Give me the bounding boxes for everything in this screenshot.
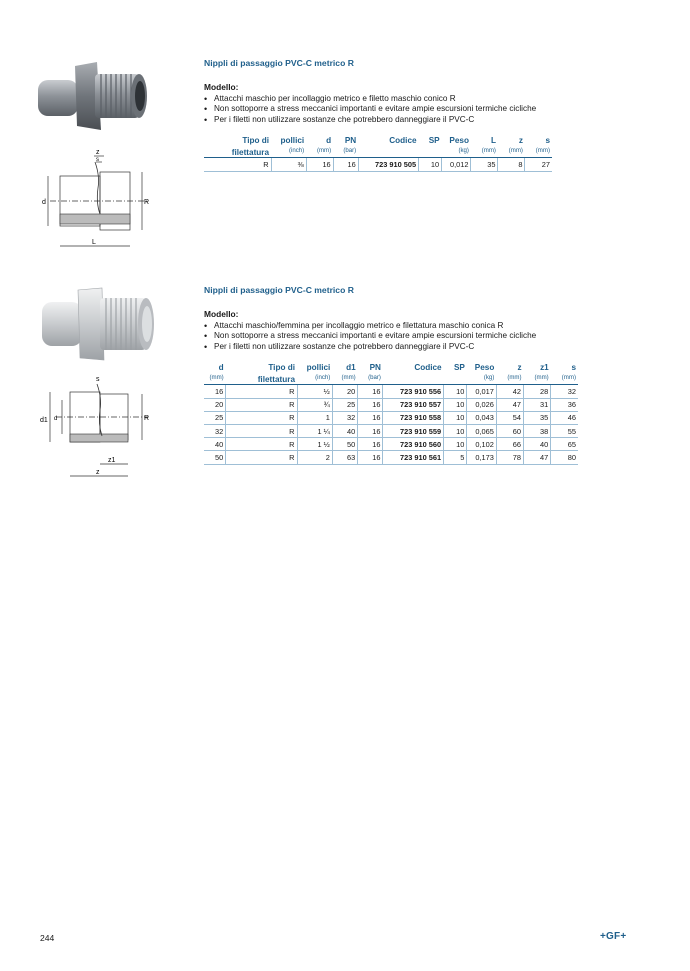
section-1 bbox=[204, 58, 614, 172]
th-z: z bbox=[518, 136, 523, 146]
cell: 66 bbox=[496, 438, 523, 451]
technical-drawing-1 bbox=[38, 148, 158, 254]
cell: 0,102 bbox=[467, 438, 496, 451]
drawing2-label-s: s bbox=[96, 376, 100, 383]
unit: (mm) bbox=[471, 145, 498, 158]
cell: 10 bbox=[419, 158, 442, 171]
cell: 0,043 bbox=[467, 411, 496, 424]
cell: 0,026 bbox=[467, 398, 496, 411]
cell: R bbox=[204, 158, 271, 171]
th-pn: PN bbox=[369, 363, 381, 373]
unit bbox=[358, 145, 418, 158]
cell: 28 bbox=[524, 385, 551, 398]
table-row bbox=[204, 411, 578, 424]
drawing1-label-z: z bbox=[96, 149, 100, 156]
cell: 38 bbox=[524, 424, 551, 437]
unit bbox=[383, 372, 444, 385]
cell: ½ bbox=[297, 385, 332, 398]
unit: (mm) bbox=[525, 145, 552, 158]
cell: R bbox=[226, 424, 297, 437]
th-pn: PN bbox=[344, 136, 357, 146]
th-z1: z1 bbox=[540, 363, 549, 373]
cell: 1 ¼ bbox=[297, 424, 332, 437]
feature-item: • Per i filetti non utilizzare sostanze che potrebbero danneggiare il PVC-C bbox=[204, 342, 614, 352]
th-s: s bbox=[545, 136, 550, 146]
product-photo-1 bbox=[35, 52, 155, 142]
cell: R bbox=[226, 438, 297, 451]
cell: 16 bbox=[333, 158, 358, 171]
cell: 0,173 bbox=[467, 451, 496, 464]
product-photo-2 bbox=[38, 280, 158, 368]
table-row bbox=[204, 398, 578, 411]
th-codice: Codice bbox=[414, 363, 442, 373]
cell: 40 bbox=[204, 438, 226, 451]
th-z: z bbox=[517, 363, 522, 373]
cell: 5 bbox=[444, 451, 467, 464]
th-tipo: Tipo di bbox=[268, 363, 296, 373]
th-tipo: Tipo di bbox=[242, 136, 270, 146]
table-row bbox=[204, 438, 578, 451]
cell: 32 bbox=[332, 411, 357, 424]
unit: (mm) bbox=[332, 372, 357, 385]
cell: 16 bbox=[358, 385, 383, 398]
cell: 40 bbox=[332, 424, 357, 437]
cell: 25 bbox=[204, 411, 226, 424]
drawing1-label-s: s bbox=[96, 157, 99, 163]
feature-item: • Non sottoporre a stress meccanici importanti e evitare ampie escursioni termiche cicliche bbox=[204, 331, 614, 341]
cell: 723 910 561 bbox=[383, 451, 444, 464]
feature-item: • Attacchi maschio/femmina per incollaggio metrico e filettatura maschio conica R bbox=[204, 321, 614, 331]
feature-item: • Non sottoporre a stress meccanici importanti e evitare ampie escursioni termiche cicliche bbox=[204, 104, 614, 114]
drawing2-label-d1: d1 bbox=[40, 417, 48, 424]
unit: (mm) bbox=[496, 372, 523, 385]
unit: (mm) bbox=[498, 145, 525, 158]
cell: 1 bbox=[297, 411, 332, 424]
unit: (inch) bbox=[297, 372, 332, 385]
cell: 16 bbox=[204, 385, 226, 398]
cell: 80 bbox=[551, 451, 578, 464]
feature-item: • Per i filetti non utilizzare sostanze che potrebbero danneggiare il PVC-C bbox=[204, 115, 614, 125]
cell: 723 910 505 bbox=[358, 158, 418, 171]
feature-item: • Attacchi maschio per incollaggio metrico e filetto maschio conico R bbox=[204, 94, 614, 104]
section-1-features bbox=[204, 94, 614, 125]
th-peso: Peso bbox=[474, 363, 495, 373]
drawing2-label-z1: z1 bbox=[108, 457, 116, 464]
th-s: s bbox=[571, 363, 576, 373]
cell: 25 bbox=[332, 398, 357, 411]
cell: 42 bbox=[496, 385, 523, 398]
th-tipo-2: filettatura bbox=[226, 372, 297, 385]
cell: 2 bbox=[297, 451, 332, 464]
drawing1-label-r: R bbox=[144, 199, 150, 206]
cell: 46 bbox=[551, 411, 578, 424]
drawing2-label-r: R bbox=[144, 415, 150, 422]
section-2-title: Nippli di passaggio PVC-C metrico R bbox=[204, 285, 354, 295]
unit: (mm) bbox=[551, 372, 578, 385]
unit: (inch) bbox=[271, 145, 306, 158]
cell: R bbox=[226, 398, 297, 411]
cell: 47 bbox=[496, 398, 523, 411]
cell: 10 bbox=[444, 398, 467, 411]
cell: 63 bbox=[332, 451, 357, 464]
cell: R bbox=[226, 451, 297, 464]
unit bbox=[419, 145, 442, 158]
cell: 16 bbox=[358, 411, 383, 424]
cell: 50 bbox=[332, 438, 357, 451]
unit: (mm) bbox=[524, 372, 551, 385]
cell: 10 bbox=[444, 424, 467, 437]
cell: 36 bbox=[551, 398, 578, 411]
th-d: d bbox=[218, 363, 224, 373]
cell: 16 bbox=[358, 424, 383, 437]
cell: 65 bbox=[551, 438, 578, 451]
th-codice: Codice bbox=[389, 136, 417, 146]
drawing1-label-d: d bbox=[42, 199, 46, 206]
section-2 bbox=[204, 285, 614, 465]
th-tipo-2: filettatura bbox=[204, 145, 271, 158]
cell: 10 bbox=[444, 411, 467, 424]
cell: 78 bbox=[496, 451, 523, 464]
section-1-table bbox=[204, 136, 552, 171]
cell: R bbox=[226, 411, 297, 424]
cell: 32 bbox=[551, 385, 578, 398]
cell: 47 bbox=[524, 451, 551, 464]
cell: 0,017 bbox=[467, 385, 496, 398]
table-row bbox=[204, 385, 578, 398]
unit: (mm) bbox=[204, 372, 226, 385]
page-number: 244 bbox=[40, 933, 55, 943]
cell: R bbox=[226, 385, 297, 398]
gf-logo: +GF+ bbox=[600, 931, 627, 942]
section-1-title: Nippli di passaggio PVC-C metrico R bbox=[204, 58, 354, 68]
unit: (kg) bbox=[467, 372, 496, 385]
technical-drawing-2 bbox=[36, 372, 156, 480]
unit: (mm) bbox=[306, 145, 333, 158]
section-1-model-label: Modello: bbox=[204, 82, 239, 92]
cell: 16 bbox=[358, 438, 383, 451]
section-2-table bbox=[204, 363, 578, 464]
drawing1-label-l: L bbox=[92, 239, 96, 246]
cell: 35 bbox=[471, 158, 498, 171]
cell: 723 910 560 bbox=[383, 438, 444, 451]
th-sp: SP bbox=[453, 363, 465, 373]
section-2-features bbox=[204, 321, 614, 352]
cell: 20 bbox=[332, 385, 357, 398]
cell: 20 bbox=[204, 398, 226, 411]
drawing2-label-z: z bbox=[96, 469, 100, 476]
table-row bbox=[204, 451, 578, 464]
cell: 723 910 558 bbox=[383, 411, 444, 424]
cell: 54 bbox=[496, 411, 523, 424]
cell: ¾ bbox=[297, 398, 332, 411]
cell: ⅜ bbox=[271, 158, 306, 171]
table-row bbox=[204, 158, 552, 171]
cell: 60 bbox=[496, 424, 523, 437]
cell: 16 bbox=[358, 398, 383, 411]
cell: 723 910 559 bbox=[383, 424, 444, 437]
th-peso: Peso bbox=[449, 136, 469, 146]
unit: (kg) bbox=[442, 145, 471, 158]
cell: 0,065 bbox=[467, 424, 496, 437]
cell: 35 bbox=[524, 411, 551, 424]
cell: 55 bbox=[551, 424, 578, 437]
cell: 32 bbox=[204, 424, 226, 437]
cell: 0,012 bbox=[442, 158, 471, 171]
cell: 16 bbox=[358, 451, 383, 464]
th-l: L bbox=[490, 136, 496, 146]
cell: 40 bbox=[524, 438, 551, 451]
cell: 8 bbox=[498, 158, 525, 171]
cell: 723 910 556 bbox=[383, 385, 444, 398]
th-d1: d1 bbox=[346, 363, 356, 373]
cell: 31 bbox=[524, 398, 551, 411]
table-row bbox=[204, 424, 578, 437]
unit bbox=[444, 372, 467, 385]
drawing2-label-d: d bbox=[54, 416, 58, 422]
cell: 1 ½ bbox=[297, 438, 332, 451]
unit: (bar) bbox=[333, 145, 358, 158]
unit: (bar) bbox=[358, 372, 383, 385]
section-2-model-label: Modello: bbox=[204, 309, 239, 319]
cell: 50 bbox=[204, 451, 226, 464]
cell: 27 bbox=[525, 158, 552, 171]
cell: 10 bbox=[444, 438, 467, 451]
th-pollici: pollici bbox=[306, 363, 331, 373]
cell: 723 910 557 bbox=[383, 398, 444, 411]
th-d: d bbox=[326, 136, 332, 146]
section-2-table-body bbox=[204, 385, 578, 464]
cell: 16 bbox=[306, 158, 333, 171]
th-sp: SP bbox=[428, 136, 440, 146]
cell: 10 bbox=[444, 385, 467, 398]
th-pollici: pollici bbox=[280, 136, 305, 146]
